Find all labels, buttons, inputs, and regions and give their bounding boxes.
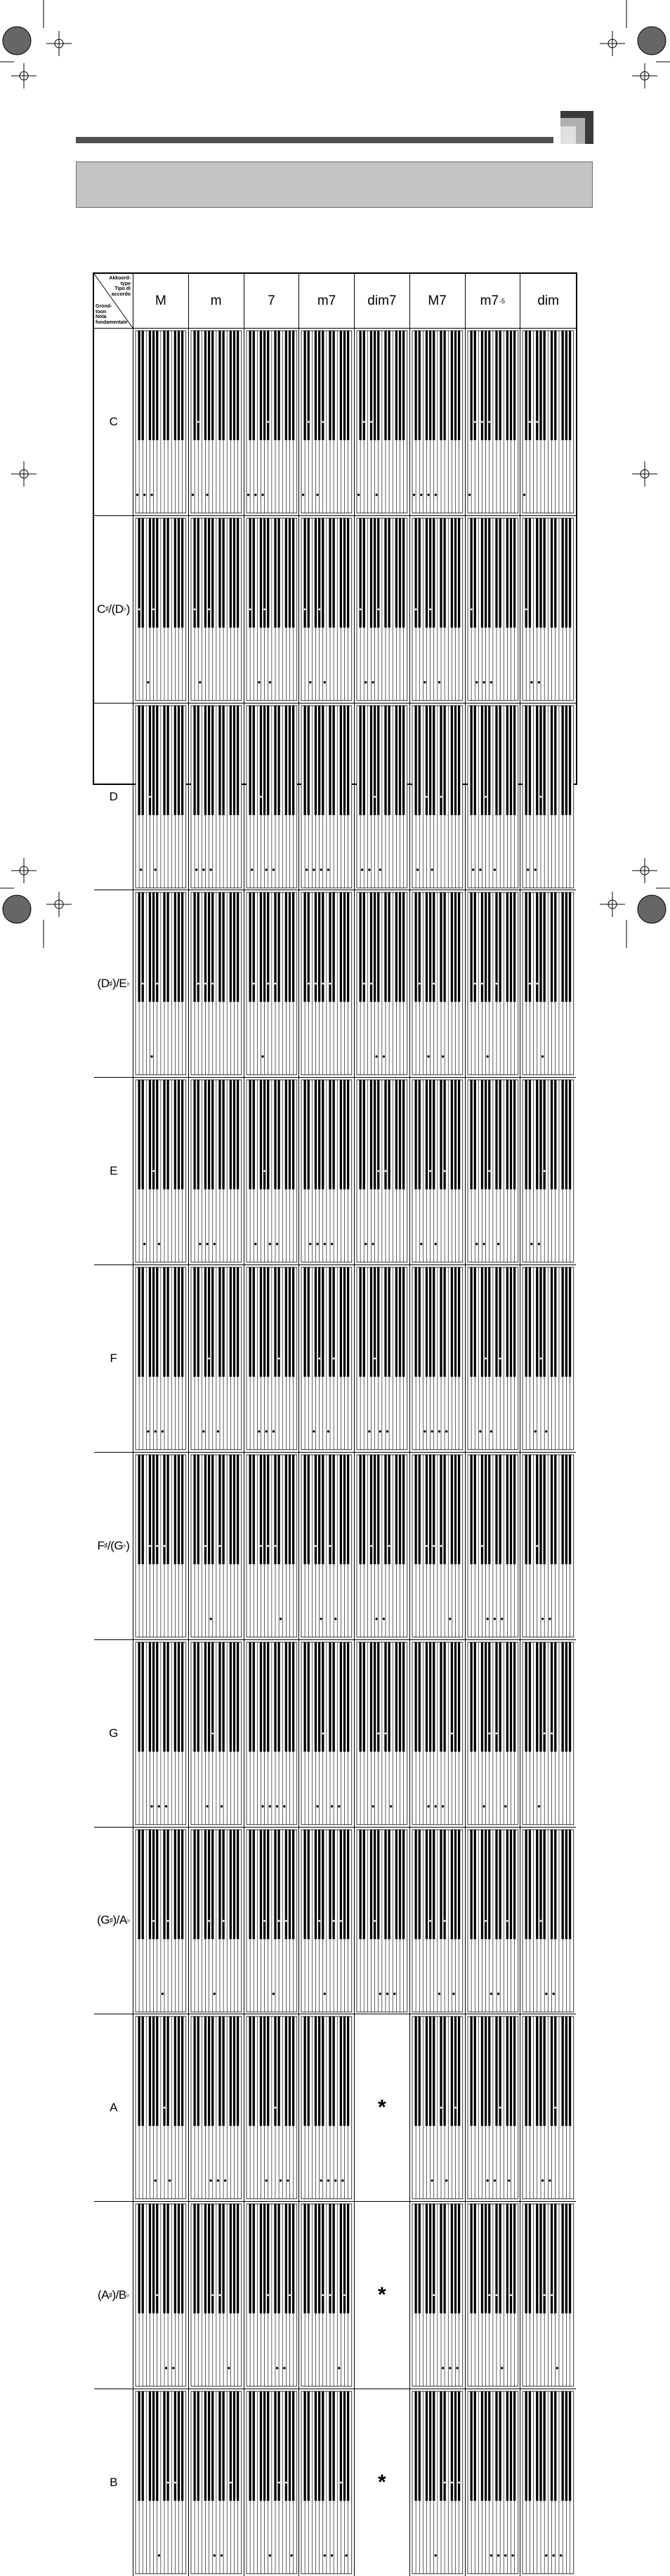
chord-keyboard-cell	[410, 2202, 466, 2389]
chord-keyboard-cell	[410, 1640, 466, 1828]
chord-keyboard-cell	[410, 329, 466, 516]
keyboard-diagram	[357, 892, 407, 1075]
chord-keyboard-cell	[299, 1453, 355, 1640]
keyboard-diagram	[468, 1455, 518, 1637]
chord-keyboard-cell	[520, 1453, 576, 1640]
keyboard-diagram	[468, 706, 518, 888]
keyboard-diagram	[247, 1267, 297, 1450]
keyboard-diagram	[468, 331, 518, 513]
chord-keyboard-cell	[520, 1078, 576, 1265]
chord-keyboard-cell	[133, 1265, 189, 1453]
keyboard-diagram	[301, 1080, 352, 1262]
corner-label-line: fondamentale	[96, 319, 128, 325]
chord-type-header	[410, 274, 466, 329]
chord-keyboard-cell	[466, 704, 521, 891]
root-note-label: A	[94, 2014, 133, 2202]
chord-keyboard-cell	[410, 1828, 466, 2015]
chord-keyboard-cell	[133, 2389, 189, 2576]
chord-keyboard-cell	[189, 2389, 244, 2576]
chord-keyboard-cell	[355, 1265, 410, 1453]
keyboard-diagram	[412, 2204, 463, 2386]
registration-target-icon	[3, 895, 31, 923]
corner-label-line: Nota	[96, 315, 107, 319]
chord-type-label: m7	[317, 293, 336, 308]
chord-keyboard-cell	[410, 2014, 466, 2202]
keyboard-diagram	[523, 1080, 574, 1262]
chord-keyboard-cell	[244, 2389, 300, 2576]
keyboard-diagram	[191, 2016, 242, 2199]
chord-type-header	[520, 274, 576, 329]
chord-keyboard-cell	[189, 1828, 244, 2015]
registration-target-icon	[3, 27, 31, 55]
keyboard-diagram	[191, 518, 242, 701]
chord-keyboard-cell	[466, 329, 521, 516]
root-note-label: F	[94, 1265, 133, 1453]
root-note-label: D	[94, 704, 133, 891]
corner-label-root-note	[96, 304, 128, 325]
keyboard-diagram	[301, 518, 352, 701]
chord-type-label: M	[155, 293, 166, 308]
chord-keyboard-cell	[520, 329, 576, 516]
keyboard-diagram	[247, 706, 297, 888]
chord-keyboard-cell	[520, 1640, 576, 1828]
chord-keyboard-cell	[355, 704, 410, 891]
chord-keyboard-cell	[466, 2202, 521, 2389]
crosshair-icon	[46, 892, 72, 917]
chord-keyboard-cell	[299, 1828, 355, 2015]
chord-keyboard-cell	[133, 1640, 189, 1828]
keyboard-diagram	[247, 1455, 297, 1637]
chord-keyboard-cell	[299, 2389, 355, 2576]
keyboard-diagram	[301, 331, 352, 513]
chord-type-label: m	[210, 293, 222, 308]
chord-keyboard-cell	[355, 1078, 410, 1265]
crosshair-icon	[632, 461, 657, 487]
keyboard-diagram	[523, 706, 574, 888]
keyboard-diagram	[412, 518, 463, 701]
asterisk-icon: *	[378, 2283, 386, 2307]
keyboard-diagram	[136, 2204, 186, 2386]
chord-keyboard-cell	[133, 2202, 189, 2389]
chord-keyboard-cell	[520, 890, 576, 1078]
chord-keyboard-cell	[355, 516, 410, 704]
chord-keyboard-cell	[355, 1640, 410, 1828]
crosshair-icon	[11, 461, 37, 487]
keyboard-diagram	[412, 706, 463, 888]
keyboard-diagram	[357, 518, 407, 701]
chord-keyboard-cell	[244, 516, 300, 704]
keyboard-diagram	[412, 892, 463, 1075]
chord-keyboard-cell	[244, 890, 300, 1078]
root-note-label: G	[94, 1640, 133, 1828]
chord-keyboard-cell	[410, 1265, 466, 1453]
root-note-label: (A ♯ )/B ♭	[94, 2202, 133, 2389]
keyboard-diagram	[136, 331, 186, 513]
chord-keyboard-cell	[466, 1453, 521, 1640]
unavailable-chord-marker	[355, 2389, 410, 2576]
keyboard-diagram	[191, 2204, 242, 2386]
chord-keyboard-cell	[466, 1078, 521, 1265]
chord-keyboard-cell	[244, 329, 300, 516]
chord-keyboard-cell	[299, 2014, 355, 2202]
keyboard-diagram	[136, 2016, 186, 2199]
registration-target-icon	[638, 27, 666, 55]
chord-keyboard-cell	[244, 1828, 300, 2015]
root-note-label: (G ♯ )/A ♭	[94, 1828, 133, 2015]
keyboard-diagram	[301, 2204, 352, 2386]
keyboard-diagram	[247, 331, 297, 513]
keyboard-diagram	[468, 892, 518, 1075]
chord-keyboard-cell	[520, 1828, 576, 2015]
asterisk-icon: *	[378, 2096, 386, 2120]
chord-keyboard-cell	[133, 2014, 189, 2202]
keyboard-diagram	[412, 2391, 463, 2574]
keyboard-diagram	[357, 706, 407, 888]
chord-keyboard-cell	[410, 1078, 466, 1265]
chord-keyboard-cell	[133, 1828, 189, 2015]
keyboard-diagram	[191, 2391, 242, 2574]
keyboard-diagram	[191, 1642, 242, 1825]
chord-keyboard-cell	[189, 1640, 244, 1828]
keyboard-diagram	[136, 1830, 186, 2012]
keyboard-diagram	[136, 892, 186, 1075]
keyboard-diagram	[468, 1642, 518, 1825]
root-note-label: (D ♯ )/E ♭	[94, 890, 133, 1078]
chord-keyboard-cell	[244, 2202, 300, 2389]
chord-keyboard-cell	[355, 1453, 410, 1640]
keyboard-diagram	[357, 1830, 407, 2012]
keyboard-diagram	[301, 1455, 352, 1637]
chord-type-label: M7	[428, 293, 447, 308]
crosshair-icon	[46, 31, 72, 56]
chord-keyboard-cell	[189, 329, 244, 516]
root-note-label: F ♯ /(G ♭ )	[94, 1453, 133, 1640]
keyboard-diagram	[247, 2016, 297, 2199]
keyboard-diagram	[523, 2204, 574, 2386]
keyboard-diagram	[136, 706, 186, 888]
keyboard-diagram	[357, 331, 407, 513]
keyboard-diagram	[247, 892, 297, 1075]
keyboard-diagram	[191, 1267, 242, 1450]
keyboard-diagram	[301, 2016, 352, 2199]
chord-keyboard-cell	[299, 1265, 355, 1453]
chord-keyboard-cell	[244, 1640, 300, 1828]
chord-keyboard-cell	[520, 2389, 576, 2576]
table-corner-header	[94, 274, 133, 329]
keyboard-diagram	[301, 1830, 352, 2012]
chord-keyboard-cell	[133, 1453, 189, 1640]
chord-keyboard-cell	[244, 1265, 300, 1453]
chord-type-header	[133, 274, 189, 329]
keyboard-diagram	[301, 1267, 352, 1450]
chord-keyboard-cell	[133, 516, 189, 704]
keyboard-diagram	[468, 1080, 518, 1262]
keyboard-diagram	[523, 1267, 574, 1450]
keyboard-diagram	[523, 1642, 574, 1825]
root-note-label: C	[94, 329, 133, 516]
crosshair-icon	[632, 858, 657, 883]
corner-label-chord-type	[109, 276, 131, 297]
chord-type-header	[466, 274, 521, 329]
keyboard-diagram	[357, 1080, 407, 1262]
chord-keyboard-cell	[410, 2389, 466, 2576]
chord-keyboard-cell	[410, 1453, 466, 1640]
keyboard-diagram	[523, 518, 574, 701]
keyboard-diagram	[412, 1455, 463, 1637]
keyboard-diagram	[523, 1455, 574, 1637]
keyboard-diagram	[301, 706, 352, 888]
keyboard-diagram	[136, 1267, 186, 1450]
chord-keyboard-cell	[520, 2202, 576, 2389]
keyboard-diagram	[136, 518, 186, 701]
keyboard-diagram	[247, 2391, 297, 2574]
chord-keyboard-cell	[133, 890, 189, 1078]
corner-label-line: accordo	[111, 291, 131, 297]
chord-type-header	[355, 274, 410, 329]
chord-keyboard-cell	[299, 516, 355, 704]
keyboard-diagram	[412, 1642, 463, 1825]
corner-label-line: Tipo di	[114, 286, 131, 291]
keyboard-diagram	[247, 518, 297, 701]
chord-keyboard-cell	[355, 890, 410, 1078]
keyboard-diagram	[247, 1642, 297, 1825]
crosshair-icon	[11, 858, 37, 883]
keyboard-diagram	[523, 2016, 574, 2199]
chord-keyboard-cell	[299, 704, 355, 891]
chord-keyboard-cell	[299, 329, 355, 516]
chord-keyboard-cell	[189, 1453, 244, 1640]
chord-keyboard-cell	[189, 890, 244, 1078]
chord-keyboard-cell	[189, 2014, 244, 2202]
chord-keyboard-cell	[299, 1640, 355, 1828]
chord-keyboard-cell	[466, 1640, 521, 1828]
chord-type-header	[244, 274, 300, 329]
keyboard-diagram	[136, 1642, 186, 1825]
chord-type-label: 7	[268, 293, 275, 308]
keyboard-diagram	[523, 331, 574, 513]
chord-keyboard-cell	[520, 516, 576, 704]
corner-label-line: Grond-	[96, 304, 112, 309]
keyboard-diagram	[191, 706, 242, 888]
chord-keyboard-cell	[466, 2014, 521, 2202]
keyboard-diagram	[357, 1267, 407, 1450]
chord-keyboard-cell	[410, 890, 466, 1078]
chord-keyboard-cell	[466, 890, 521, 1078]
corner-tab-decoration	[560, 111, 593, 144]
chord-keyboard-cell	[189, 1265, 244, 1453]
keyboard-diagram	[523, 892, 574, 1075]
keyboard-diagram	[468, 1267, 518, 1450]
chord-keyboard-cell	[520, 1265, 576, 1453]
keyboard-diagram	[191, 1830, 242, 2012]
chord-keyboard-cell	[133, 704, 189, 891]
keyboard-diagram	[412, 1080, 463, 1262]
crosshair-icon	[600, 892, 625, 917]
chord-type-label: dim	[537, 293, 559, 308]
keyboard-diagram	[523, 1830, 574, 2012]
chord-keyboard-cell	[355, 1828, 410, 2015]
chord-type-header	[189, 274, 244, 329]
keyboard-diagram	[191, 892, 242, 1075]
header-rule	[76, 137, 553, 143]
chord-keyboard-cell	[466, 516, 521, 704]
keyboard-diagram	[301, 1642, 352, 1825]
crosshair-icon	[600, 31, 625, 56]
chord-keyboard-cell	[244, 2014, 300, 2202]
chord-keyboard-cell	[189, 1078, 244, 1265]
keyboard-diagram	[468, 2016, 518, 2199]
chord-chart-table	[93, 272, 577, 2494]
keyboard-diagram	[136, 2391, 186, 2574]
keyboard-diagram	[247, 2204, 297, 2386]
chord-type-header	[299, 274, 355, 329]
keyboard-diagram	[247, 1080, 297, 1262]
keyboard-diagram	[191, 1080, 242, 1262]
unavailable-chord-marker	[355, 2014, 410, 2202]
root-note-label: E	[94, 1078, 133, 1265]
keyboard-diagram	[468, 2391, 518, 2574]
keyboard-diagram	[136, 1080, 186, 1262]
keyboard-diagram	[412, 1267, 463, 1450]
chord-keyboard-cell	[244, 704, 300, 891]
root-note-label: B	[94, 2389, 133, 2576]
title-band	[76, 161, 593, 208]
chord-keyboard-cell	[299, 2202, 355, 2389]
chord-keyboard-cell	[299, 890, 355, 1078]
unavailable-chord-marker	[355, 2202, 410, 2389]
chord-keyboard-cell	[466, 2389, 521, 2576]
keyboard-diagram	[191, 331, 242, 513]
crosshair-icon	[632, 63, 657, 88]
keyboard-diagram	[412, 1830, 463, 2012]
keyboard-diagram	[301, 2391, 352, 2574]
keyboard-diagram	[191, 1455, 242, 1637]
chord-keyboard-cell	[189, 2202, 244, 2389]
keyboard-diagram	[412, 2016, 463, 2199]
keyboard-diagram	[301, 892, 352, 1075]
chord-type-label: m7	[480, 293, 499, 308]
keyboard-diagram	[468, 1830, 518, 2012]
keyboard-diagram	[247, 1830, 297, 2012]
chord-keyboard-cell	[189, 516, 244, 704]
chord-keyboard-cell	[410, 516, 466, 704]
keyboard-diagram	[468, 518, 518, 701]
keyboard-diagram	[357, 1455, 407, 1637]
registration-target-icon	[638, 895, 666, 923]
chord-type-superscript: -5	[499, 297, 506, 305]
keyboard-diagram	[412, 331, 463, 513]
chord-keyboard-cell	[133, 1078, 189, 1265]
chord-keyboard-cell	[520, 2014, 576, 2202]
root-note-label: C ♯ /(D ♭ )	[94, 516, 133, 704]
chord-keyboard-cell	[244, 1078, 300, 1265]
corner-label-line: type	[120, 281, 131, 286]
keyboard-diagram	[468, 2204, 518, 2386]
chord-keyboard-cell	[299, 1078, 355, 1265]
chord-keyboard-cell	[133, 329, 189, 516]
chord-keyboard-cell	[189, 704, 244, 891]
chord-type-label: dim7	[367, 293, 397, 308]
chord-keyboard-cell	[466, 1828, 521, 2015]
corner-label-line: Akkoord-	[109, 276, 131, 281]
keyboard-diagram	[136, 1455, 186, 1637]
keyboard-diagram	[523, 2391, 574, 2574]
crosshair-icon	[11, 63, 37, 88]
asterisk-icon: *	[378, 2470, 386, 2494]
chord-keyboard-cell	[466, 1265, 521, 1453]
chord-keyboard-cell	[520, 704, 576, 891]
chord-keyboard-cell	[355, 329, 410, 516]
chord-keyboard-cell	[410, 704, 466, 891]
corner-label-line: toon	[96, 309, 107, 315]
chord-keyboard-cell	[244, 1453, 300, 1640]
keyboard-diagram	[357, 1642, 407, 1825]
